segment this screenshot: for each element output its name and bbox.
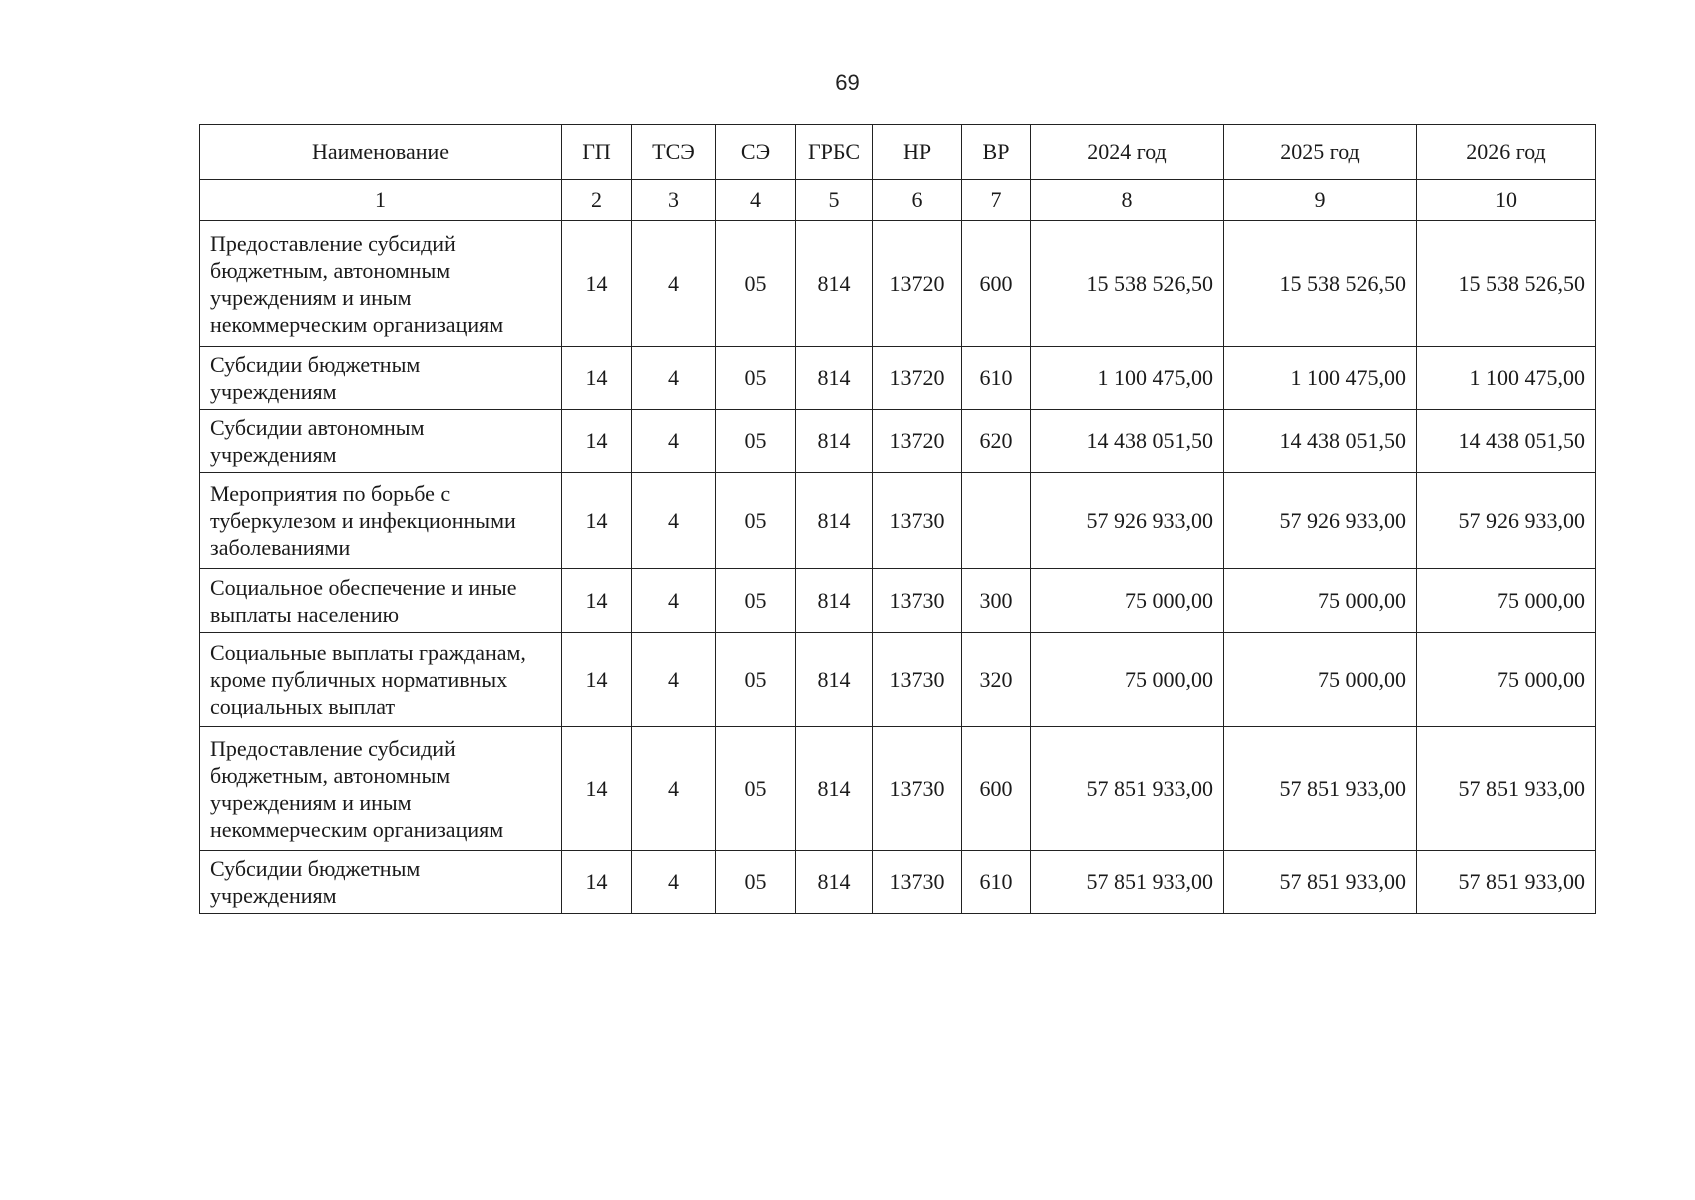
row-nr: 13730 (873, 851, 962, 914)
row-vr: 300 (962, 569, 1031, 633)
row-name: Социальное обеспечение и иные выплаты населению (200, 569, 562, 633)
row-name: Социальные выплаты гражданам, кроме публичных нормативных социальных выплат (200, 633, 562, 727)
header-2024: 2024 год (1031, 125, 1224, 180)
row-name: Мероприятия по борьбе с туберкулезом и инфекционными заболеваниями (200, 473, 562, 569)
column-number-row (200, 180, 1596, 221)
row-grbs: 814 (796, 473, 873, 569)
row-grbs: 814 (796, 851, 873, 914)
row-se: 05 (716, 633, 796, 727)
row-amount-2025: 75 000,00 (1224, 633, 1417, 727)
row-amount-2024: 14 438 051,50 (1031, 410, 1224, 473)
row-amount-2026: 75 000,00 (1417, 633, 1596, 727)
row-vr: 610 (962, 347, 1031, 410)
row-amount-2024: 75 000,00 (1031, 633, 1224, 727)
row-name: Субсидии бюджетным учреждениям (200, 347, 562, 410)
row-name: Субсидии бюджетным учреждениям (200, 851, 562, 914)
row-amount-2026: 57 851 933,00 (1417, 851, 1596, 914)
header-nr: НР (873, 125, 962, 180)
table-row (200, 633, 1596, 727)
row-se: 05 (716, 410, 796, 473)
row-gp: 14 (562, 473, 632, 569)
row-amount-2024: 57 851 933,00 (1031, 851, 1224, 914)
row-amount-2024: 57 851 933,00 (1031, 727, 1224, 851)
row-gp: 14 (562, 727, 632, 851)
row-se: 05 (716, 347, 796, 410)
row-amount-2025: 57 851 933,00 (1224, 851, 1417, 914)
table-row (200, 851, 1596, 914)
column-number: 7 (962, 180, 1031, 221)
row-amount-2026: 75 000,00 (1417, 569, 1596, 633)
row-gp: 14 (562, 569, 632, 633)
row-gp: 14 (562, 347, 632, 410)
row-gp: 14 (562, 851, 632, 914)
row-amount-2026: 57 926 933,00 (1417, 473, 1596, 569)
row-nr: 13730 (873, 727, 962, 851)
row-se: 05 (716, 851, 796, 914)
row-tse: 4 (632, 473, 716, 569)
column-number: 6 (873, 180, 962, 221)
column-number: 4 (716, 180, 796, 221)
row-nr: 13720 (873, 410, 962, 473)
header-2026: 2026 год (1417, 125, 1596, 180)
row-amount-2025: 14 438 051,50 (1224, 410, 1417, 473)
row-vr: 610 (962, 851, 1031, 914)
row-se: 05 (716, 221, 796, 347)
row-amount-2026: 14 438 051,50 (1417, 410, 1596, 473)
row-tse: 4 (632, 727, 716, 851)
table-row (200, 410, 1596, 473)
header-se: СЭ (716, 125, 796, 180)
table-row (200, 221, 1596, 347)
column-number: 8 (1031, 180, 1224, 221)
row-tse: 4 (632, 221, 716, 347)
column-number: 2 (562, 180, 632, 221)
table-body (200, 221, 1596, 914)
row-vr (962, 473, 1031, 569)
row-vr: 600 (962, 727, 1031, 851)
row-grbs: 814 (796, 221, 873, 347)
row-amount-2024: 57 926 933,00 (1031, 473, 1224, 569)
row-tse: 4 (632, 410, 716, 473)
row-name: Предоставление субсидий бюджетным, автономным учреждениям и иным некоммерческим организациям (200, 221, 562, 347)
row-gp: 14 (562, 221, 632, 347)
row-tse: 4 (632, 347, 716, 410)
table-row (200, 727, 1596, 851)
table-row (200, 473, 1596, 569)
row-amount-2024: 75 000,00 (1031, 569, 1224, 633)
row-nr: 13730 (873, 633, 962, 727)
row-se: 05 (716, 727, 796, 851)
row-vr: 600 (962, 221, 1031, 347)
row-nr: 13720 (873, 347, 962, 410)
row-grbs: 814 (796, 569, 873, 633)
budget-table (199, 124, 1596, 914)
row-vr: 320 (962, 633, 1031, 727)
table-row (200, 347, 1596, 410)
row-tse: 4 (632, 569, 716, 633)
row-name: Предоставление субсидий бюджетным, автономным учреждениям и иным некоммерческим организациям (200, 727, 562, 851)
header-grbs: ГРБС (796, 125, 873, 180)
column-number: 3 (632, 180, 716, 221)
table-row (200, 569, 1596, 633)
row-se: 05 (716, 473, 796, 569)
column-number: 5 (796, 180, 873, 221)
header-name: Наименование (200, 125, 562, 180)
row-amount-2025: 15 538 526,50 (1224, 221, 1417, 347)
row-grbs: 814 (796, 410, 873, 473)
page-number: 69 (835, 70, 860, 95)
table-header (200, 125, 1596, 221)
budget-table-container (199, 124, 1595, 914)
row-se: 05 (716, 569, 796, 633)
row-amount-2025: 57 926 933,00 (1224, 473, 1417, 569)
row-name: Субсидии автономным учреждениям (200, 410, 562, 473)
header-row (200, 125, 1596, 180)
row-nr: 13730 (873, 473, 962, 569)
row-amount-2024: 1 100 475,00 (1031, 347, 1224, 410)
row-amount-2024: 15 538 526,50 (1031, 221, 1224, 347)
row-grbs: 814 (796, 347, 873, 410)
row-amount-2025: 1 100 475,00 (1224, 347, 1417, 410)
row-nr: 13720 (873, 221, 962, 347)
row-gp: 14 (562, 633, 632, 727)
column-number: 1 (200, 180, 562, 221)
row-amount-2026: 15 538 526,50 (1417, 221, 1596, 347)
row-tse: 4 (632, 851, 716, 914)
row-amount-2025: 57 851 933,00 (1224, 727, 1417, 851)
header-gp: ГП (562, 125, 632, 180)
header-vr: ВР (962, 125, 1031, 180)
row-grbs: 814 (796, 633, 873, 727)
row-tse: 4 (632, 633, 716, 727)
row-amount-2025: 75 000,00 (1224, 569, 1417, 633)
row-amount-2026: 57 851 933,00 (1417, 727, 1596, 851)
row-vr: 620 (962, 410, 1031, 473)
header-tse: ТСЭ (632, 125, 716, 180)
row-amount-2026: 1 100 475,00 (1417, 347, 1596, 410)
row-grbs: 814 (796, 727, 873, 851)
row-nr: 13730 (873, 569, 962, 633)
column-number: 9 (1224, 180, 1417, 221)
row-gp: 14 (562, 410, 632, 473)
column-number: 10 (1417, 180, 1596, 221)
header-2025: 2025 год (1224, 125, 1417, 180)
